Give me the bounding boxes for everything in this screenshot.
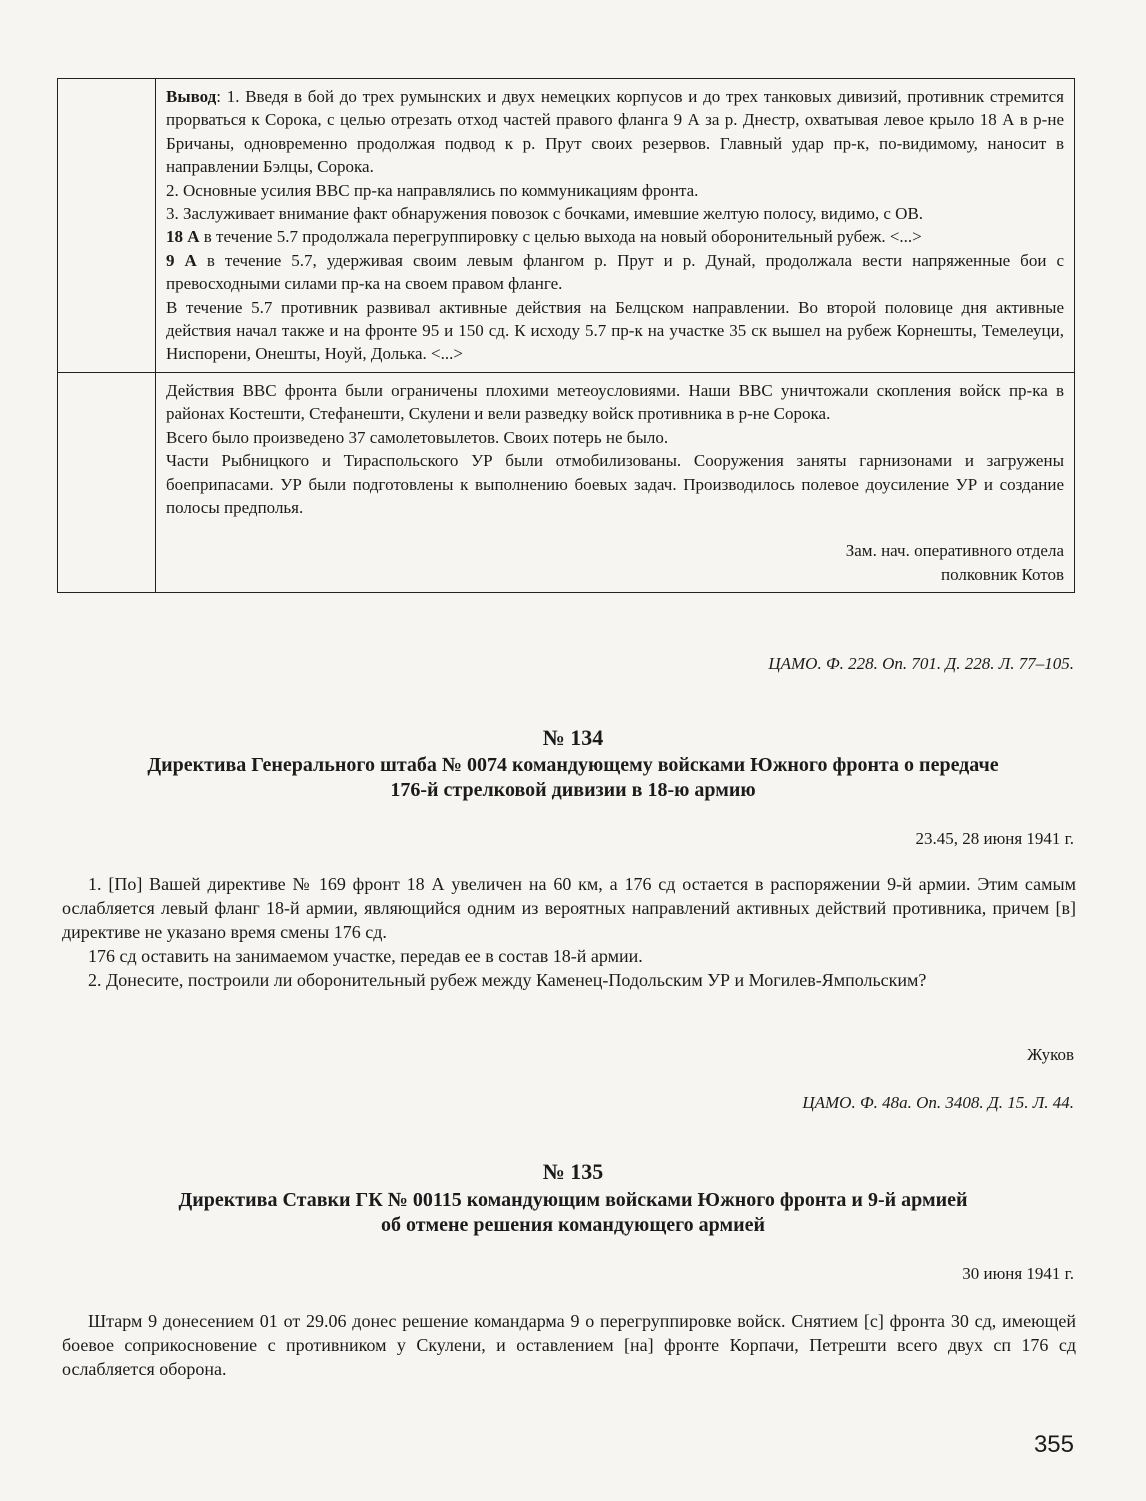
paragraph: В течение 5.7 противник развивал активные действия на Белцском направлении. Во второй половице дня активные действия начал также и на фронте 95 и 150 сд. К исходу 5.7 пр-к на участке 35 ск вышел на рубеж Корнешты, Темелеуци, Ниспорени, Онешты, Ноуй, Долька. <...> <box>166 297 1064 364</box>
archive-source: ЦАМО. Ф. 48а. Оп. 3408. Д. 15. Л. 44. <box>802 1093 1074 1112</box>
document-body <box>62 1309 1076 1381</box>
table-row <box>58 79 1075 373</box>
document-number: № 134 <box>542 725 604 750</box>
report-table <box>57 78 1075 593</box>
paragraph: Части Рыбницкого и Тираспольского УР были отмобилизованы. Сооружения заняты гарнизонами и загружены боеприпасами. УР были подготовлены к выполнению боевых задач. Производилось полевое доусиление УР и создание полосы предполья. <box>166 451 1064 517</box>
document-body <box>62 872 1076 992</box>
paragraph: 2. Основные усилия ВВС пр-ка направлялись по коммуникациям фронта. <box>166 180 699 200</box>
paragraph: 2. Донесите, построили ли оборонительный рубеж между Каменец-Подольским УР и Могилев-Ямпольским? <box>88 970 927 990</box>
signature-block: Зам. нач. оперативного отдела полковник Котов <box>845 541 1064 584</box>
archive-source: ЦАМО. Ф. 228. Оп. 701. Д. 228. Л. 77–105. <box>768 654 1074 673</box>
date-cell <box>58 79 156 373</box>
paragraph: 18 А в течение 5.7 продолжала перегруппировку с целью выхода на новый оборонительный рубеж. <...> <box>166 227 922 247</box>
date-cell <box>58 372 156 592</box>
document-dateline: 23.45, 28 июня 1941 г. <box>915 829 1074 848</box>
paragraph: Всего было произведено 37 самолетовылетов. Своих потерь не было. <box>166 427 669 447</box>
paragraph: Действия ВВС фронта были ограничены плохими метеоусловиями. Наши ВВС уничтожали скопления войск пр-ка в районах Костешти, Стефанешти, Скулени и вели разведку войск противника в р-не Сорока. <box>166 380 1064 424</box>
paragraph: 176 сд оставить на занимаемом участке, передав ее в состав 18-й армии. <box>88 946 643 966</box>
report-cell <box>156 79 1075 373</box>
conclusion-paragraph: Вывод: 1. Введя в бой до трех румынских и двух немецких корпусов и до трех танковых дивизий, противник стремится прорваться к Сорока, с целью отрезать отход частей правого фланга 9 А за р. Днестр, охватывая левое крыло 18 А в р-не Бричаны, одновременно продолжая подвод к р. Прут своих резервов. Главный удар пр-к, по-видимому, наносит в направлении Бэлцы, Сорока. <box>166 87 1064 177</box>
document-dateline: 30 июня 1941 г. <box>962 1264 1074 1283</box>
document-title: Директива Генерального штаба № 0074 командующему войсками Южного фронта о передаче 176-й стрелковой дивизии в 18-ю армию <box>147 754 999 801</box>
paragraph: 9 А в течение 5.7, удерживая своим левым флангом р. Прут и р. Дунай, продолжала вести напряженные бои с превосходными силами пр-ка на своем правом фланге. <box>166 250 1065 294</box>
table-row <box>58 372 1075 592</box>
paragraph: 1. [По] Вашей директиве № 169 фронт 18 А увеличен на 60 км, а 176 сд остается в распоряжении 9-й армии. Этим самым ослабляется левый фланг 18-й армии, являющийся одним из вероятных направлений активных действий противника, причем [в] директиве не указано время смены 176 сд. <box>62 874 1076 942</box>
document-title: Директива Ставки ГК № 00115 командующим войсками Южного фронта и 9-й армией об отмене решения командующего армией <box>178 1189 968 1236</box>
document-number: № 135 <box>542 1159 604 1184</box>
signature: Жуков <box>1027 1045 1074 1064</box>
paragraph: 3. Заслуживает внимание факт обнаружения повозок с бочками, имевшие желтую полосу, видимо, с ОВ. <box>166 204 924 224</box>
page-number: 355 <box>1033 1431 1074 1458</box>
report-cell <box>156 372 1075 592</box>
paragraph: Штарм 9 донесением 01 от 29.06 донес решение командарма 9 о перегруппировке войск. Снятием [с] фронта 30 сд, имеющей боевое соприкосновение с противником у Скулени, и оставлением [на] фронте Корпачи, Петрешти всего двух сп 176 сд ослабляется оборона. <box>62 1311 1076 1379</box>
